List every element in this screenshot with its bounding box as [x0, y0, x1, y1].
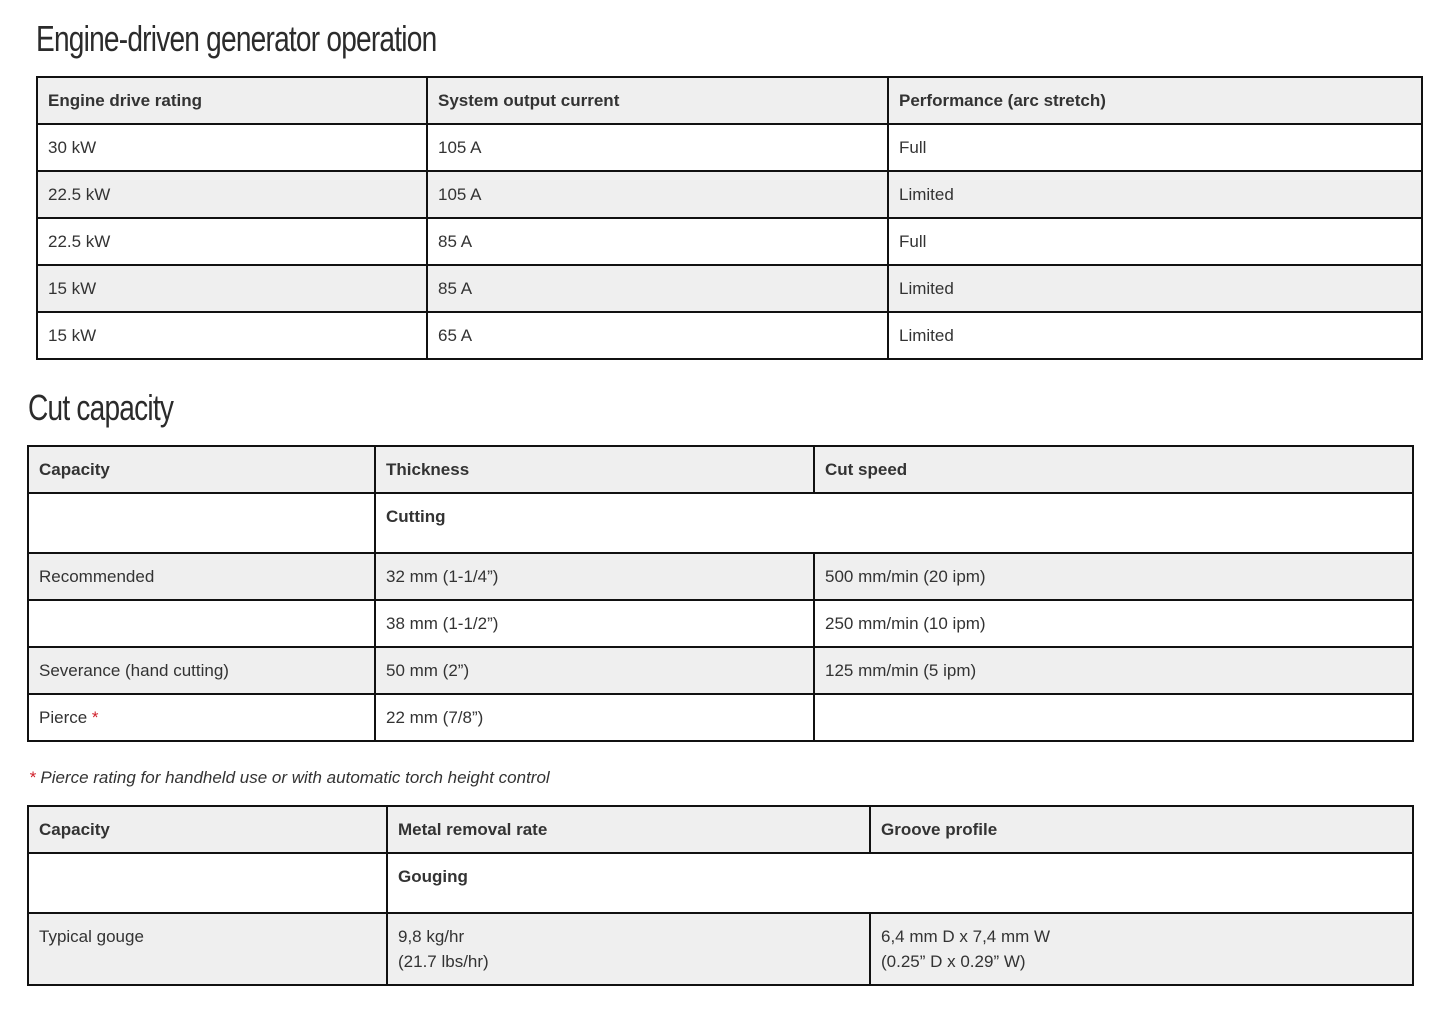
table-cell	[814, 694, 1413, 741]
groove-profile-imperial: (0.25” D x 0.29” W)	[881, 952, 1026, 971]
table-cell: 85 A	[427, 218, 888, 265]
table-cell: 15 kW	[37, 265, 427, 312]
table-cell: 85 A	[427, 265, 888, 312]
table-row	[37, 218, 1422, 265]
table-cell	[870, 913, 1413, 985]
table-cell: Recommended	[28, 553, 375, 600]
table-cell: Limited	[888, 171, 1422, 218]
table-cell: Severance (hand cutting)	[28, 647, 375, 694]
table-cell: 30 kW	[37, 124, 427, 171]
table-row	[37, 312, 1422, 359]
removal-rate-imperial: (21.7 lbs/hr)	[398, 952, 489, 971]
table-subheader-row	[28, 853, 1413, 913]
table-cell: 22.5 kW	[37, 218, 427, 265]
table-cell: Limited	[888, 312, 1422, 359]
table-row	[28, 553, 1413, 600]
engine-generator-table	[36, 76, 1423, 360]
table-cell: 105 A	[427, 171, 888, 218]
removal-rate-metric: 9,8 kg/hr	[398, 927, 465, 946]
cut-capacity-table	[27, 445, 1414, 742]
table-cell: 38 mm (1-1/2”)	[375, 600, 814, 647]
table-cell: 22 mm (7/8”)	[375, 694, 814, 741]
column-header: Capacity	[28, 446, 375, 493]
table-cell: 105 A	[427, 124, 888, 171]
gouging-table	[27, 805, 1414, 986]
table-cell: 500 mm/min (20 ipm)	[814, 553, 1413, 600]
column-header: Thickness	[375, 446, 814, 493]
table-cell: Full	[888, 124, 1422, 171]
table-cell: Full	[888, 218, 1422, 265]
table-header-row	[37, 77, 1422, 124]
table-cell: 32 mm (1-1/4”)	[375, 553, 814, 600]
table-cell: Typical gouge	[28, 913, 387, 985]
cutting-subheader: Cutting	[375, 493, 1413, 553]
groove-profile-metric: 6,4 mm D x 7,4 mm W	[881, 927, 1051, 946]
table-cell: Limited	[888, 265, 1422, 312]
column-header: Performance (arc stretch)	[888, 77, 1422, 124]
column-header: Metal removal rate	[387, 806, 870, 853]
pierce-footnote	[29, 768, 550, 788]
table-cell: 250 mm/min (10 ipm)	[814, 600, 1413, 647]
table-cell: 125 mm/min (5 ipm)	[814, 647, 1413, 694]
table-row	[28, 600, 1413, 647]
column-header: System output current	[427, 77, 888, 124]
table-row	[37, 124, 1422, 171]
footnote-asterisk: *	[29, 768, 36, 787]
table-cell: 15 kW	[37, 312, 427, 359]
column-header: Engine drive rating	[37, 77, 427, 124]
table-row	[37, 171, 1422, 218]
table-cell	[28, 694, 375, 741]
column-header: Groove profile	[870, 806, 1413, 853]
pierce-asterisk: *	[91, 708, 99, 727]
table-subheader-row	[28, 493, 1413, 553]
cut-capacity-title: Cut capacity	[28, 387, 174, 428]
gouging-subheader: Gouging	[387, 853, 1413, 913]
table-cell: 50 mm (2”)	[375, 647, 814, 694]
table-cell	[28, 493, 375, 553]
engine-section-title: Engine-driven generator operation	[36, 18, 437, 59]
table-cell	[28, 600, 375, 647]
table-cell: 65 A	[427, 312, 888, 359]
table-row	[28, 694, 1413, 741]
pierce-label: Pierce	[39, 708, 88, 727]
table-cell: 22.5 kW	[37, 171, 427, 218]
table-header-row	[28, 806, 1413, 853]
table-row	[28, 913, 1413, 985]
table-cell	[387, 913, 870, 985]
table-row	[28, 647, 1413, 694]
table-cell	[28, 853, 387, 913]
table-row	[37, 265, 1422, 312]
column-header: Capacity	[28, 806, 387, 853]
column-header: Cut speed	[814, 446, 1413, 493]
table-header-row	[28, 446, 1413, 493]
footnote-text: Pierce rating for handheld use or with automatic torch height control	[40, 768, 550, 787]
